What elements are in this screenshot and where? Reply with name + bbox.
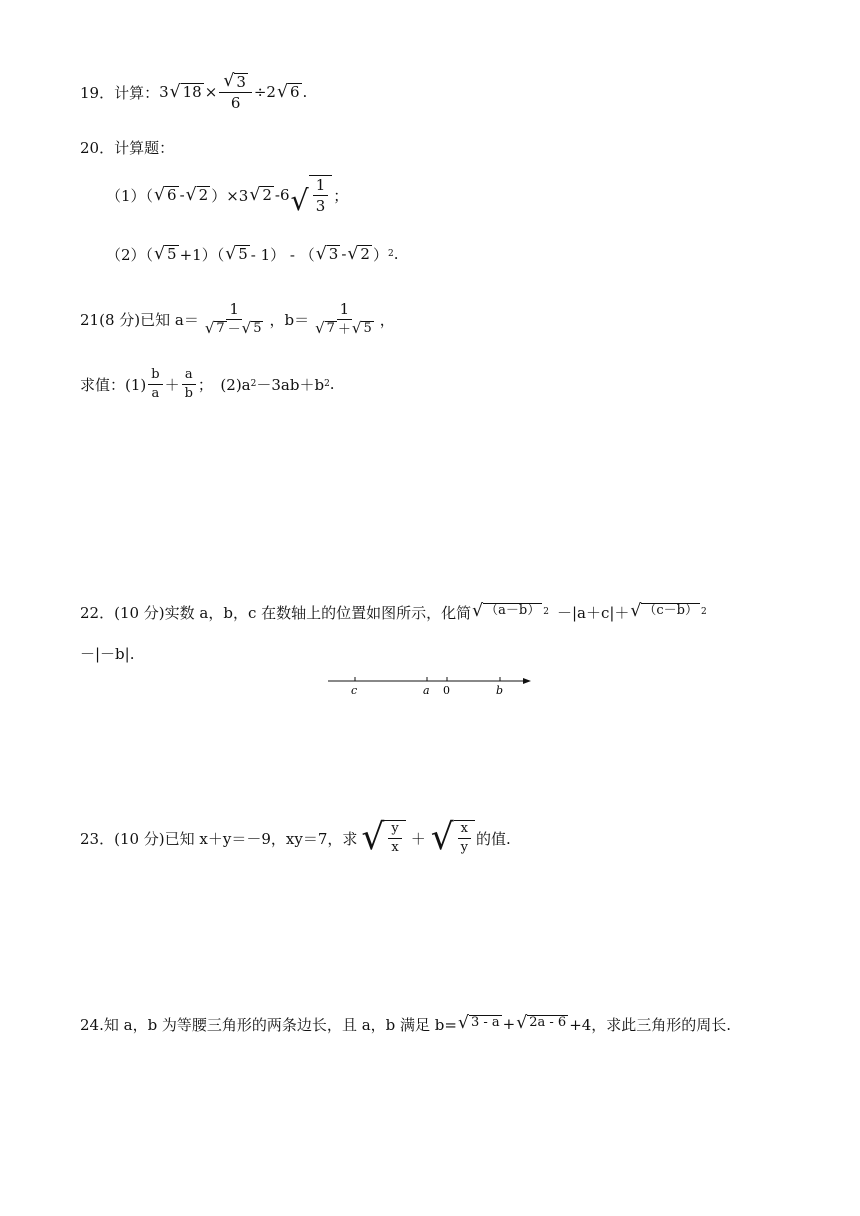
- sqrt-6: √ 6: [276, 81, 300, 102]
- sqrt-one-third: √ $\frac{1}{3}$: [291, 175, 333, 215]
- sqrt-18: √ 18: [169, 81, 202, 102]
- axis-label-zero: 0: [443, 684, 450, 697]
- question-20-part-2: （2）（ √ 5 +1）（ √ 5 - 1） - （ √ 3 - √ 2 ） 2 .: [106, 243, 399, 264]
- question-22: 22．(10 分)实数 a，b，c 在数轴上的位置如图所示，化简 √ （a－b） 2 －|a＋c|＋ √ （c－b） 2: [80, 601, 707, 622]
- question-22-line-2: －|－b|.: [80, 644, 135, 663]
- question-21: 21(8 分)已知 a＝ 1 √ 7 － √ 5 ，b＝ 1 √ 7 ＋ √ 5 ，: [80, 300, 395, 338]
- question-19: 19．计算： 3 √ 18 × √ 3 6 ÷2 √ 6 .: [80, 71, 308, 112]
- fraction-sqrt3-over-6: √ 3 6: [219, 72, 252, 111]
- fraction-b: 1 √ 7 ＋ √ 5: [315, 300, 372, 338]
- question-24: 24.知 a，b 为等腰三角形的两条边长，且 a，b 满足 b= √ 3 - a + √ 2a - 6 +4，求此三角形的周长.: [80, 1013, 732, 1034]
- question-20-part-1: （1）（ √ 6 - √ 2 ）×3 √ 2 -6 √ $\frac{1}{3}$ ；: [106, 176, 349, 217]
- question-20-title: 20．计算题：: [80, 138, 175, 157]
- number-line: [325, 672, 540, 702]
- axis-label-b: b: [496, 684, 504, 697]
- axis-label-a: a: [423, 684, 430, 697]
- question-21-line-2: 求值：(1) $\frac{b}{a}$ ＋ $\frac{a}{b}$ ； (2)a 2 －3ab＋b 2 .: [80, 366, 335, 401]
- question-23: 23．(10 分)已知 x＋y＝－9，xy＝7，求 √ $\frac{y}{x}$ ＋ √ $\frac{x}{y}$ 的值.: [80, 817, 511, 858]
- fraction-a: 1 √ 7 － √ 5: [204, 300, 262, 338]
- axis-label-c: c: [351, 684, 358, 697]
